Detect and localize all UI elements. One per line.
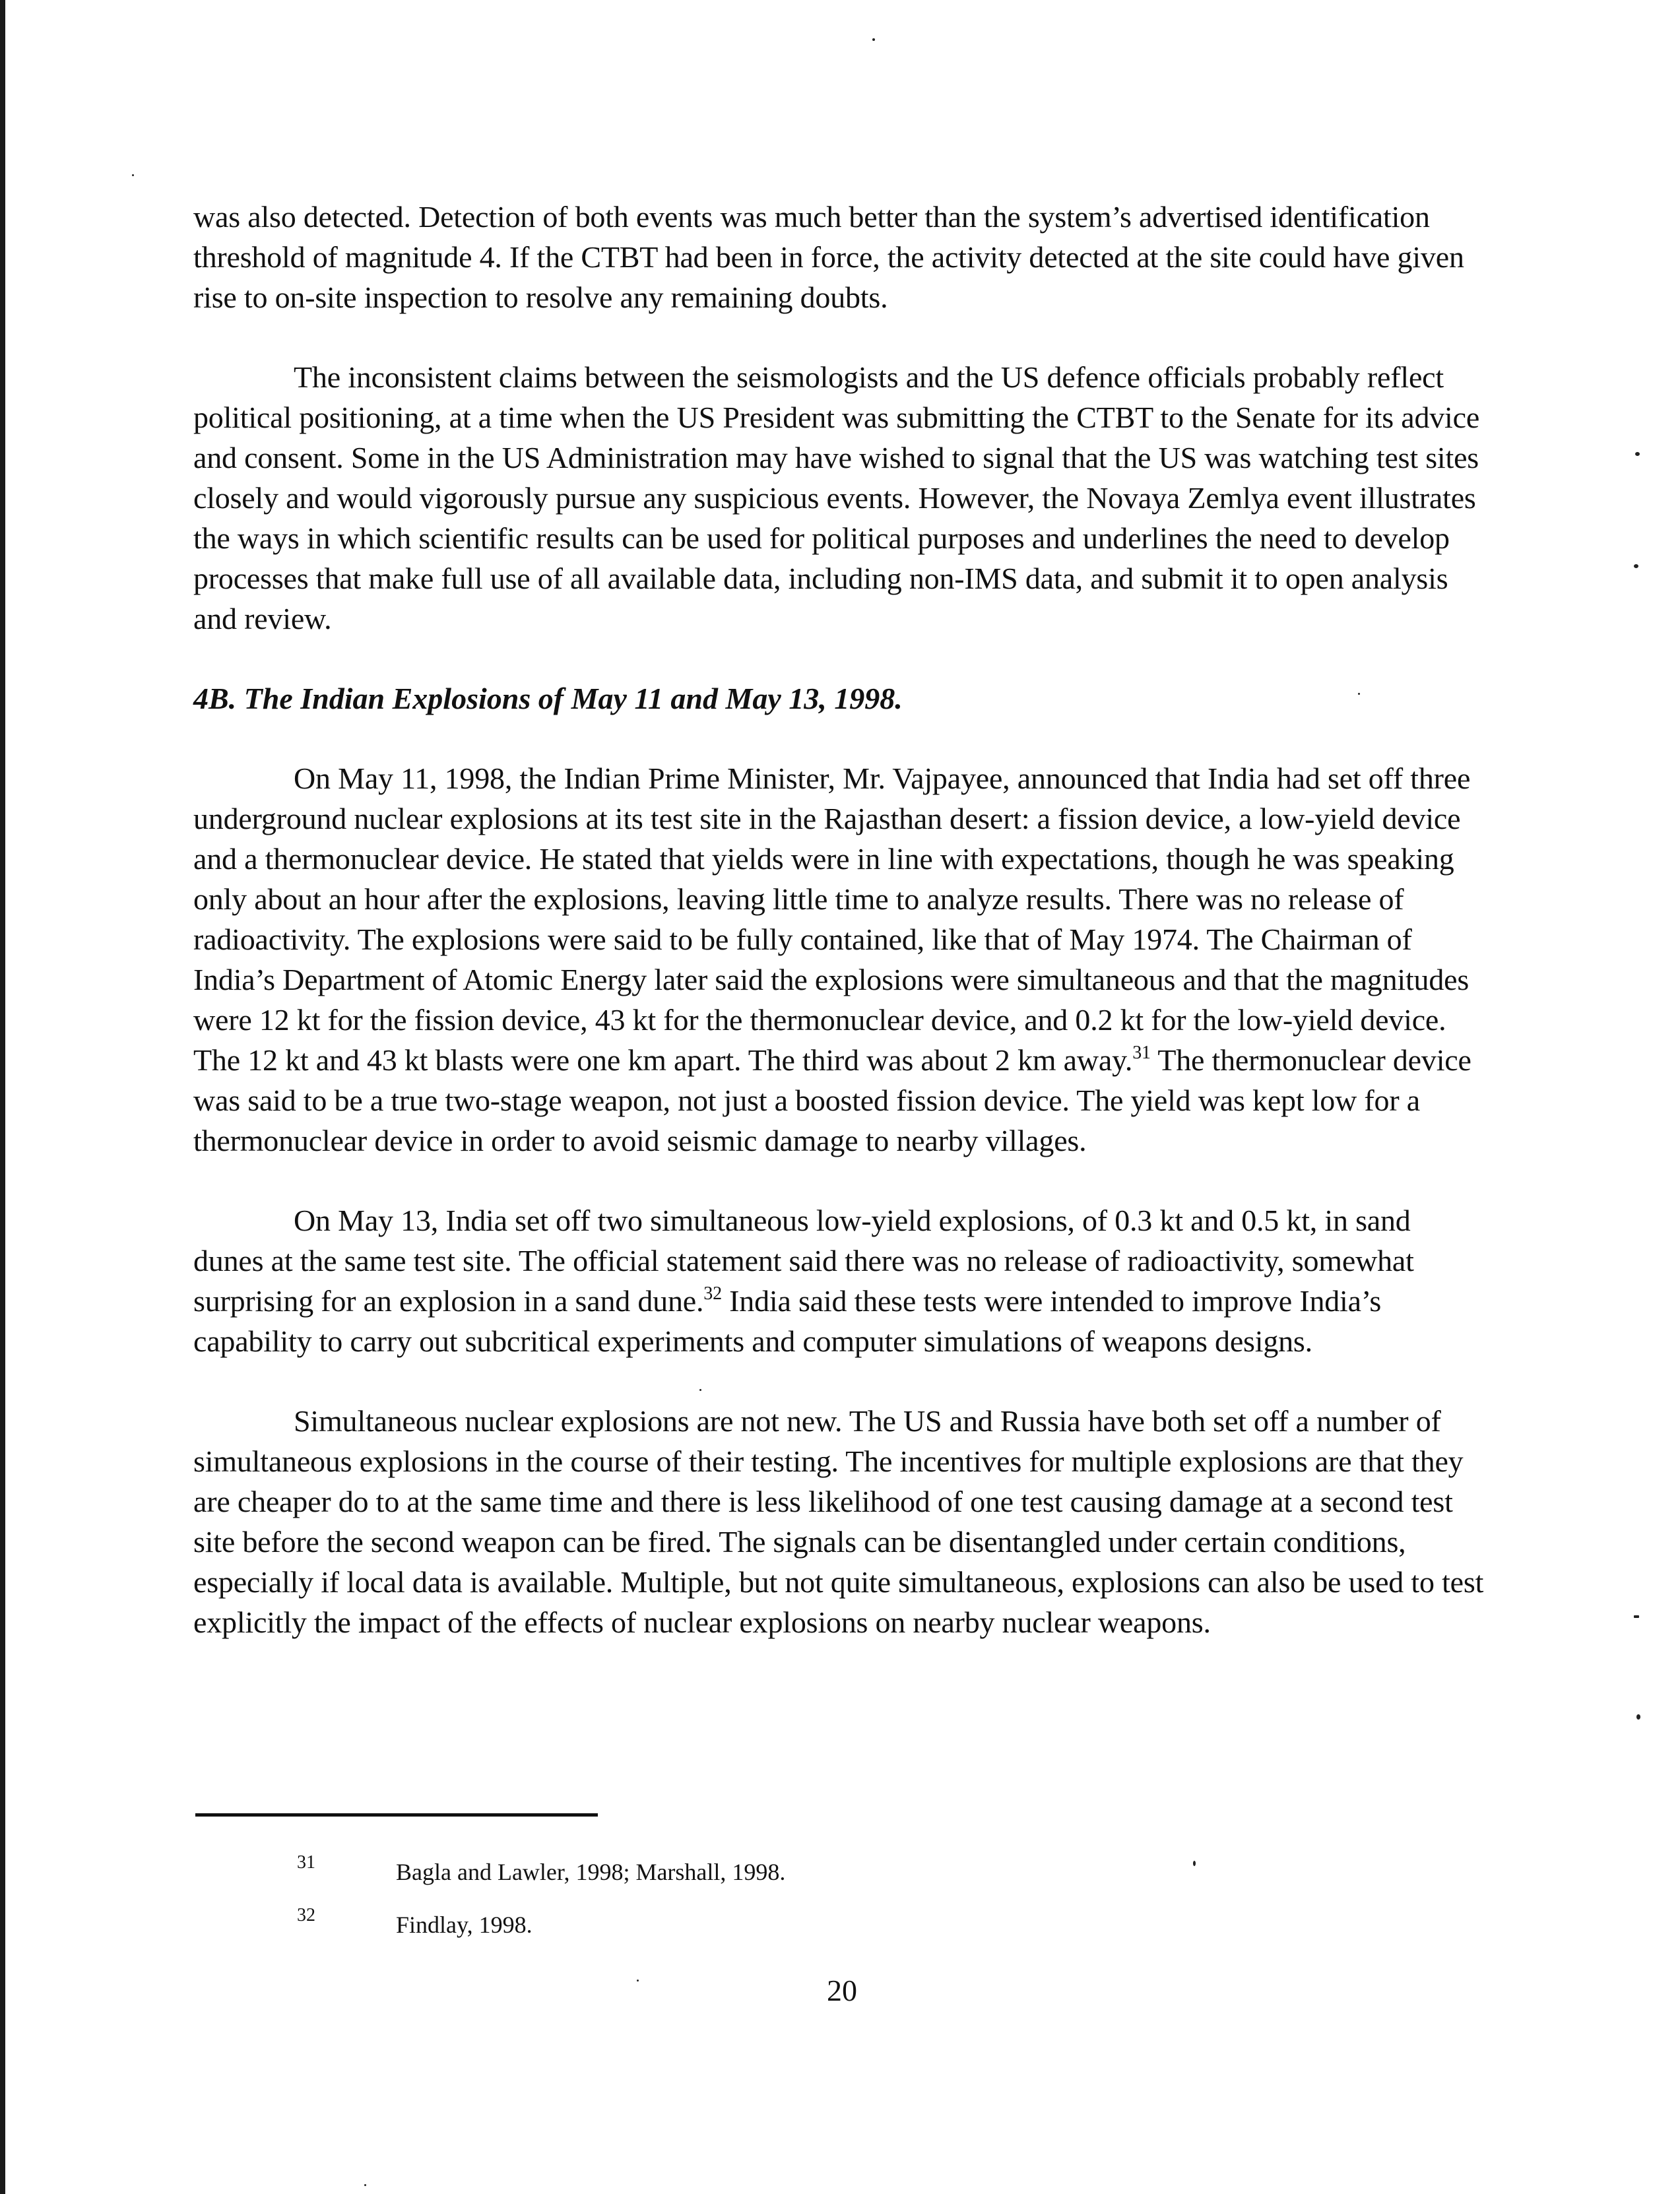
paragraph-may-13 (193, 1200, 1487, 1361)
scan-speck (872, 38, 875, 41)
footnote-divider (195, 1813, 598, 1817)
paragraph-text: On May 13, India set off two simultaneous low-yield explosions, of 0.3 kt and 0.5 kt, in sand dunes at the same test site. The official statement said there was no release of radioactivity, somewhat surprising for an explosion in a sand dune. (193, 1204, 1414, 1318)
paragraph-text: On May 11, 1998, the Indian Prime Minister, Mr. Vajpayee, announced that India had set off three underground nuclear explosions at its test site in the Rajasthan desert: a fission device, a low-yield device and a thermonuclear device. He stated that yields were in line with expectations, though he was speaking only about an hour after the explosions, leaving little time to analyze results. There was no release of radioactivity. The explosions were said to be fully contained, like that of May 1974. The Chairman of India’s Department of Atomic Energy later said the explosions were simultaneous and that the magnitudes were 12 kt for the fission device, 43 kt for the thermonuclear device, and 0.2 kt for the low-yield device. The 12 kt and 43 kt blasts were one km apart. The third was about 2 km away. (193, 761, 1471, 1077)
scan-speck (1636, 1714, 1640, 1720)
paragraph-inconsistent-claims: The inconsistent claims between the seismologists and the US defence officials probably reflect political positioning, at a time when the US President was submitting the CTBT to the Senate for its advice and consent. Some in the US Administration may have wished to signal that the US was watching test sites closely and would vigorously pursue any suspicious events. However, the Novaya Zemlya event illustrates the ways in which scientific results can be used for political purposes and underlines the need to develop processes that make full use of all available data, including non-IMS data, and submit it to open analysis and review. (193, 360, 1480, 635)
document-body (193, 197, 1487, 1682)
section-heading: 4B. The Indian Explosions of May 11 and May 13, 1998. (193, 682, 903, 715)
scan-speck (1634, 564, 1638, 568)
paragraph-text: India said these tests were intended to improve India’s capability to carry out subcritical experiments and computer simulations of weapons designs. (193, 1284, 1382, 1358)
scan-speck (364, 2184, 366, 2186)
footnote-reference: 32 (703, 1283, 722, 1304)
footnote-number: 32 (297, 1905, 315, 1925)
paragraph-text: The thermonuclear device was said to be a true two-stage weapon, not just a boosted fission device. The yield was kept low for a thermonuclear device in order to avoid seismic damage to nearby villages. (193, 1043, 1471, 1157)
footnote-text: Findlay, 1998. (396, 1912, 533, 1938)
paragraph-simultaneous: Simultaneous nuclear explosions are not new. The US and Russia have both set off a number of simultaneous explosions in the course of their testing. The incentives for multiple explosions are that they are cheaper do to at the same time and there is less likelihood of one test causing damage at a second test site before the second weapon can be fired. The signals can be disentangled under certain conditions, especially if local data is available. Multiple, but not quite simultaneous, explosions can also be used to test explicitly the impact of the effects of nuclear explosions on nearby nuclear weapons. (193, 1404, 1484, 1639)
scan-speck (1635, 452, 1640, 456)
scan-speck (1634, 1615, 1639, 1618)
paragraph-detection: was also detected. Detection of both events was much better than the system’s advertised identification threshold of magnitude 4. If the CTBT had been in force, the activity detected at the site could have given rise to on-site inspection to resolve any remaining doubts. (193, 200, 1464, 314)
footnote-reference: 31 (1132, 1043, 1151, 1063)
scan-speck (132, 174, 134, 176)
page-number: 20 (827, 1974, 857, 2007)
footnote-number: 31 (297, 1852, 315, 1873)
scan-speck (637, 1980, 639, 1982)
scan-left-edge (0, 0, 5, 2194)
scan-speck (1193, 1861, 1196, 1866)
footnote-text: Bagla and Lawler, 1998; Marshall, 1998. (396, 1859, 786, 1885)
paragraph-may-11 (193, 758, 1487, 1161)
